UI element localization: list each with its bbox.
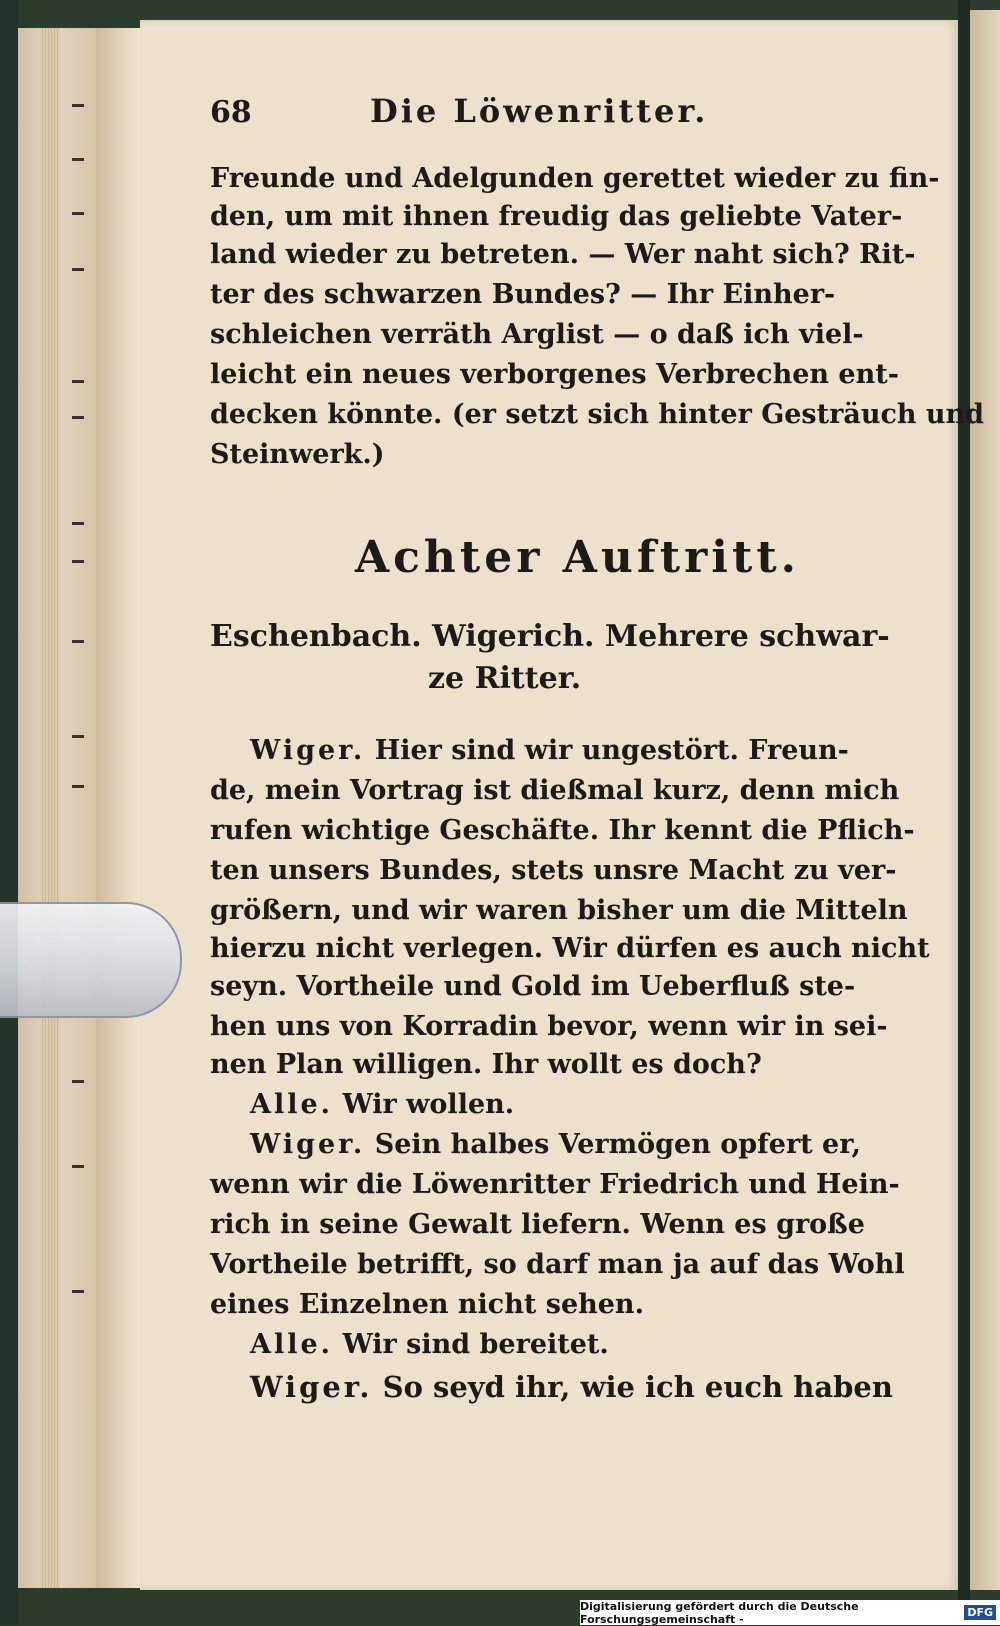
bleed-through-mark [72, 1165, 84, 1168]
cast-list-line: Eschenbach. Wigerich. Mehrere schwar- [210, 619, 890, 654]
cast-list-line: ze Ritter. [428, 661, 582, 696]
body-line: leicht ein neues verborgenes Verbrechen ent- [210, 359, 899, 390]
bleed-through-mark [72, 522, 84, 525]
bleed-through-mark [72, 104, 84, 107]
speaker-name [250, 1126, 861, 1164]
speech-line: Vortheile betrifft, so darf man ja auf das Wohl [210, 1249, 905, 1280]
bleed-through-mark [72, 785, 84, 788]
bleed-through-mark [72, 380, 84, 383]
speaker-label: Alle. [250, 1089, 334, 1120]
bleed-through-mark [72, 1290, 84, 1293]
speech-text: Hier sind wir ungestört. Freun- [374, 735, 849, 766]
speaker-name [250, 1368, 893, 1406]
body-line: Steinwerk.) [210, 439, 385, 470]
bleed-through-mark [72, 212, 84, 215]
speaker-label: Wiger. [250, 1129, 366, 1160]
speech-text: So seyd ihr, wie ich euch haben [382, 1370, 893, 1404]
funding-credit: Digitalisierung gefördert durch die Deutsche Forschungsgemeinschaft - [580, 1599, 859, 1626]
body-line: decken könnte. (er setzt sich hinter Gesträuch und [210, 399, 985, 430]
speaker-label: Wiger. [250, 1370, 373, 1404]
speech-line: wenn wir die Löwenritter Friedrich und Hein- [210, 1169, 900, 1200]
next-page-edge [970, 10, 1000, 1590]
page-clip-holder [0, 902, 182, 1018]
speech-line: größern, und wir waren bisher um die Mitteln [210, 895, 908, 926]
dfg-logo: DFG [964, 1605, 996, 1620]
body-line: schleichen verräth Arglist — o daß ich viel- [210, 319, 864, 350]
bleed-through-mark [72, 268, 84, 271]
body-line: Freunde und Adelgunden gerettet wieder zu fin- [210, 163, 940, 194]
bleed-through-mark [72, 158, 84, 161]
bleed-through-mark [72, 416, 84, 419]
speech-line: nen Plan willigen. Ihr wollt es doch? [210, 1049, 762, 1080]
bleed-through-mark [72, 1080, 84, 1083]
page-gutter [96, 28, 144, 1588]
body-line: den, um mit ihnen freudig das geliebte Vater- [210, 201, 903, 232]
speech-line: rich in seine Gewalt liefern. Wenn es große [210, 1209, 865, 1240]
running-title: Die Löwenritter. [370, 92, 709, 130]
bleed-through-mark [72, 735, 84, 738]
speaker-name [250, 1086, 514, 1124]
scene-heading: Achter Auftritt. [355, 532, 800, 583]
speech-line: hen uns von Korradin bevor, wenn wir in sei- [210, 1011, 888, 1042]
scanner-background [0, 0, 18, 1625]
speaker-name [250, 1326, 609, 1364]
body-line: land wieder zu betreten. — Wer naht sich? Rit- [210, 239, 916, 270]
speech-line: hierzu nicht verlegen. Wir dürfen es auch nicht [210, 933, 930, 964]
page-stack [40, 28, 60, 1588]
scanner-background-right [958, 0, 970, 1625]
speaker-label: Wiger. [250, 735, 366, 766]
footer-bar [580, 1600, 1000, 1625]
speaker-name [250, 732, 849, 770]
speech-line: eines Einzelnen nicht sehen. [210, 1289, 644, 1320]
speech-line: de, mein Vortrag ist dießmal kurz, denn mich [210, 775, 900, 806]
speech-line: ten unsers Bundes, stets unsre Macht zu ver- [210, 855, 897, 886]
speech-line: seyn. Vortheile und Gold im Ueberfluß ste- [210, 971, 856, 1002]
bleed-through-mark [72, 560, 84, 563]
bleed-through-mark [72, 640, 84, 643]
speech-line: rufen wichtige Geschäfte. Ihr kennt die Pflich- [210, 815, 915, 846]
speech-text: Wir wollen. [342, 1089, 515, 1120]
body-line: ter des schwarzen Bundes? — Ihr Einher- [210, 279, 836, 310]
speech-text: Wir sind bereitet. [342, 1329, 609, 1360]
page-number: 68 [210, 95, 252, 130]
speaker-label: Alle. [250, 1329, 334, 1360]
speech-text: Sein halbes Vermögen opfert er, [374, 1129, 861, 1160]
